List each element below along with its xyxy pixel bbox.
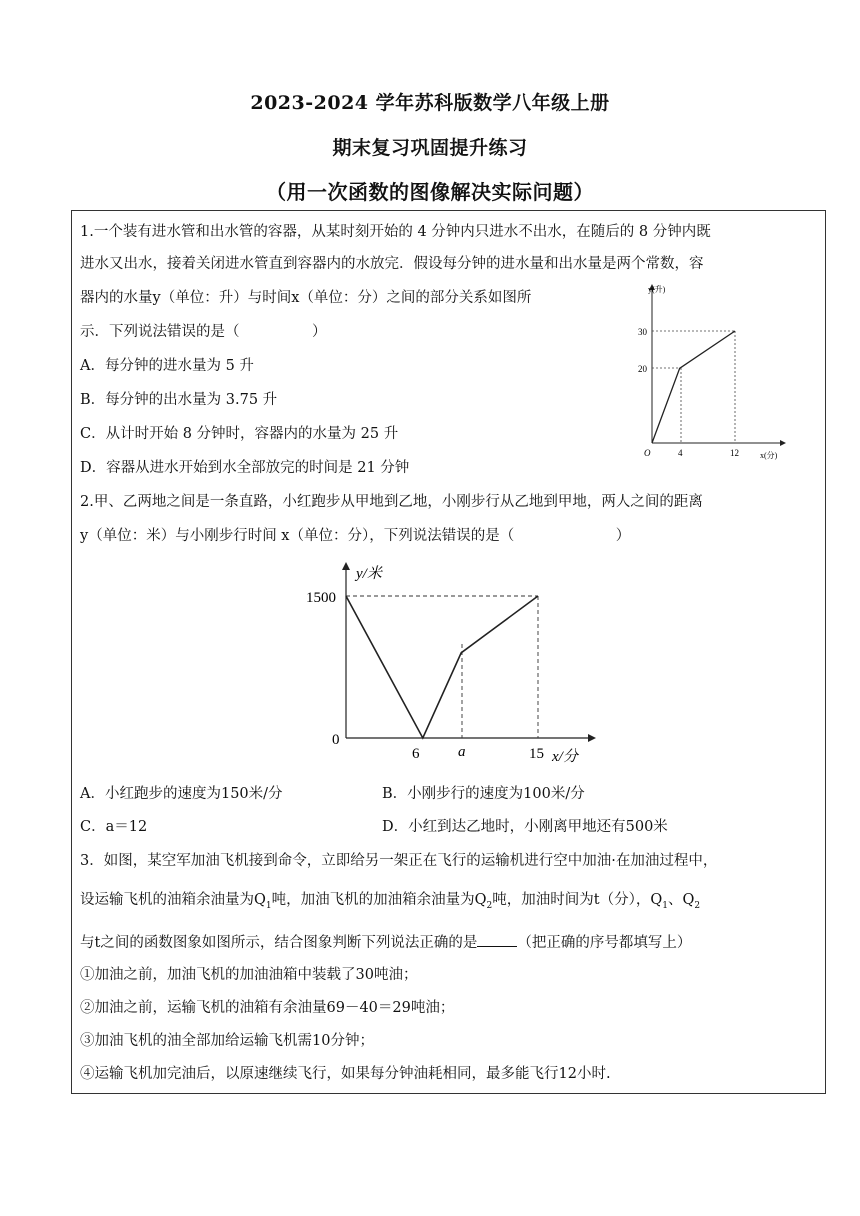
q2-xtick-6: 6 bbox=[412, 746, 420, 762]
q1-ytick-20: 20 bbox=[638, 364, 647, 374]
q3-item-1: ①加油之前，加油飞机的加油油箱中装载了30吨油； bbox=[80, 967, 418, 983]
q1-option-c: C．从计时开始 8 分钟时，容器内的水量为 25 升 bbox=[80, 426, 399, 442]
q2-origin-label: 0 bbox=[332, 732, 340, 748]
q3-sub-c: 1 bbox=[662, 900, 668, 911]
q2-option-a: A．小红跑步的速度为150米/分 bbox=[80, 786, 283, 802]
q3-text-c: 吨，加油时间为t（分），Q bbox=[492, 892, 663, 908]
q3-item-3: ③加油飞机的油全部加给运输飞机需10分钟； bbox=[80, 1033, 374, 1049]
q1-x-label: x(分) bbox=[760, 451, 778, 460]
q3-text-a: 设运输飞机的油箱余油量为Q bbox=[80, 892, 266, 908]
q1-line-2: 进水又出水，接着关闭进水管直到容器内的水放完．假设每分钟的进水量和出水量是两个常数，容 bbox=[80, 256, 704, 272]
title-line-2: 期末复习巩固提升练习 bbox=[332, 137, 528, 159]
q3-sub-a: 1 bbox=[265, 900, 272, 911]
q2-chart bbox=[300, 558, 620, 772]
q1-origin-label: O bbox=[644, 448, 651, 458]
q2-y-arrow bbox=[342, 562, 350, 570]
q3-item-4: ④运输飞机加完油后，以原速继续飞行，如果每分钟油耗相同，最多能飞行12小时. bbox=[80, 1066, 611, 1082]
q3-item-2: ②加油之前，运输飞机的油箱有余油量69－40＝29吨油； bbox=[80, 1000, 455, 1016]
q1-xtick-4: 4 bbox=[678, 448, 683, 458]
q1-y-label: y(升) bbox=[648, 285, 666, 294]
q3-line-3 bbox=[80, 932, 691, 953]
q2-ytick-1500: 1500 bbox=[306, 590, 336, 606]
q1-ytick-30: 30 bbox=[638, 327, 647, 337]
q1-option-a: A．每分钟的进水量为 5 升 bbox=[80, 358, 254, 374]
q3-text-f: （把正确的序号都填写上） bbox=[517, 935, 692, 951]
q3-line-2 bbox=[80, 890, 700, 916]
q3-line-1: 3．如图，某空军加油飞机接到命令，立即给另一架正在飞行的运输机进行空中加油·在加油过程中， bbox=[80, 853, 718, 869]
q2-x-arrow bbox=[588, 734, 596, 742]
q3-text-e: 与t之间的函数图象如图所示，结合图象判断下列说法正确的是 bbox=[80, 935, 478, 951]
q1-xtick-12: 12 bbox=[730, 448, 739, 458]
q3-text-d: 、Q bbox=[667, 892, 695, 908]
q3-sub-b: 2 bbox=[486, 900, 493, 911]
q1-line-3: 器内的水量y（单位：升）与时间x（单位：分）之间的部分关系如图所 bbox=[80, 290, 532, 306]
title-line-1: 2023-2024 学年苏科版数学八年级上册 bbox=[250, 92, 610, 114]
title-line-3: （用一次函数的图像解决实际问题） bbox=[266, 180, 594, 204]
q2-line-2: y（单位：米）与小刚步行时间 x（单位：分），下列说法错误的是（ ） bbox=[80, 528, 631, 544]
q1-series-line bbox=[652, 331, 735, 443]
q1-line-4: 示．下列说法错误的是（ ） bbox=[80, 324, 327, 340]
q2-x-label: x/分 bbox=[552, 749, 578, 765]
q2-xtick-a: a bbox=[458, 744, 466, 760]
q1-option-d: D．容器从进水开始到水全部放完的时间是 21 分钟 bbox=[80, 460, 410, 476]
q2-line-1: 2.甲、乙两地之间是一条直路，小红跑步从甲地到乙地，小刚步行从乙地到甲地，两人之间的距离 bbox=[80, 494, 703, 510]
q2-option-b: B．小刚步行的速度为100米/分 bbox=[382, 786, 585, 802]
q2-series-line bbox=[346, 596, 538, 738]
q3-text-b: 吨，加油飞机的加油箱余油量为Q bbox=[271, 892, 487, 908]
q1-option-b: B．每分钟的出水量为 3.75 升 bbox=[80, 392, 278, 408]
q2-option-c: C．a＝12 bbox=[80, 819, 148, 835]
q2-xtick-15: 15 bbox=[529, 746, 544, 762]
q1-line-1: 1.一个装有进水管和出水管的容器，从某时刻开始的 4 分钟内只进水不出水，在随后的 8 分钟内既 bbox=[80, 224, 711, 240]
q2-option-d: D．小红到达乙地时，小刚离甲地还有500米 bbox=[382, 819, 668, 835]
q3-answer-blank[interactable] bbox=[477, 932, 517, 947]
q2-y-label: y/米 bbox=[356, 566, 382, 582]
q3-sub-d: 2 bbox=[694, 900, 701, 911]
q1-chart bbox=[630, 278, 800, 468]
q1-x-arrow bbox=[780, 440, 786, 446]
